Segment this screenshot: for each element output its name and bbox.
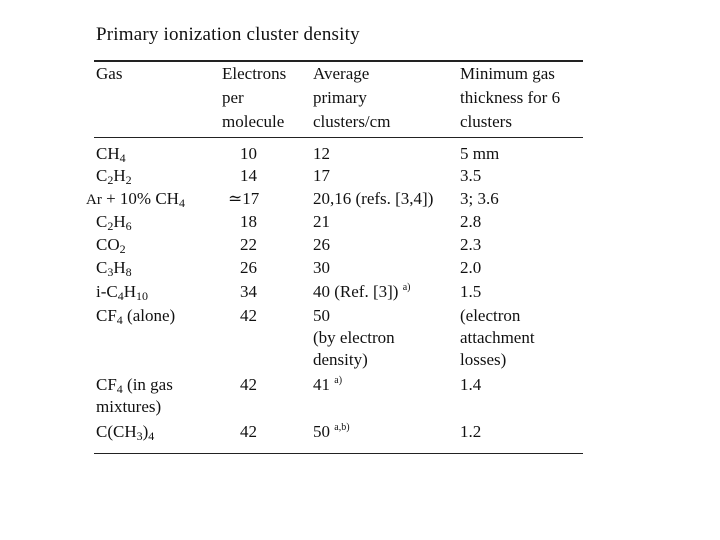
table-title: Primary ionization cluster density <box>96 24 360 45</box>
row-c3h8-gas: $C_3H_8$ <box>96 258 132 279</box>
row-co2-clusters: 26 <box>313 235 330 254</box>
row-c3h8-thickness: 2.0 <box>460 258 482 277</box>
row-cf4-alone-gas: $CF_4$ (alone) <box>96 306 176 327</box>
row-ic4h10-gas: $i-C_4H_{10}$ <box>96 282 149 303</box>
row-c2h2-clusters: 17 <box>313 166 330 185</box>
row-ic4h10-clusters: 40 (Ref. [3]) $^{a)}$ <box>313 282 411 301</box>
row-c2h6-clusters: 21 <box>313 212 330 231</box>
row-ch4-clusters: 12 <box>313 144 330 163</box>
row-neopentane-gas: $C(CH_3)_4$ <box>96 422 155 443</box>
row-c2h2-electrons: 14 <box>240 166 257 185</box>
row-ar-electrons: ≃17 <box>228 189 260 208</box>
row-neopentane-clusters: 50 $^{a,b)}$ <box>313 422 350 441</box>
row-ar-gas: Ar + 10% $CH_4$ <box>86 189 185 210</box>
row-c2h2-gas: $C_2H_2$ <box>96 166 132 187</box>
header-gas: Gas <box>96 64 123 83</box>
row-c3h8-electrons: 26 <box>240 258 257 277</box>
row-ar-clusters: 20,16 (refs. [3,4]) <box>313 189 434 208</box>
row-ch4-gas: $CH_4$ <box>96 144 126 165</box>
row-neopentane-electrons: 42 <box>240 422 257 441</box>
header-clusters: Average primary clusters/cm <box>313 64 391 131</box>
row-ic4h10-thickness: 1.5 <box>460 282 482 301</box>
row-co2-thickness: 2.3 <box>460 235 482 254</box>
bottom-rule <box>94 453 583 454</box>
header-thickness: Minimum gas thickness for 6 clusters <box>460 64 561 131</box>
row-cf4-mix-electrons: 42 <box>240 375 257 394</box>
row-co2-electrons: 22 <box>240 235 257 254</box>
row-cf4-mix-gas: $CF_4$ (in gas mixtures) <box>96 375 173 416</box>
row-co2-gas: $CO_2$ <box>96 235 126 256</box>
row-cf4-alone-electrons: 42 <box>240 306 257 325</box>
header-electrons: Electrons per molecule <box>222 64 287 131</box>
row-ch4-thickness: 5 mm <box>460 144 500 163</box>
row-c2h6-gas: $C_2H_6$ <box>96 212 132 233</box>
row-cf4-mix-clusters: 41 $^{a)}$ <box>313 375 343 394</box>
row-c2h6-electrons: 18 <box>240 212 257 231</box>
row-neopentane-thickness: 1.2 <box>460 422 482 441</box>
row-c3h8-clusters: 30 <box>313 258 330 277</box>
row-cf4-alone-clusters: 50 (by electron density) <box>313 306 395 369</box>
row-cf4-alone-thickness: (electron attachment losses) <box>460 306 535 369</box>
row-ar-thickness: 3; 3.6 <box>460 189 499 208</box>
row-ch4-electrons: 10 <box>240 144 257 163</box>
row-cf4-mix-thickness: 1.4 <box>460 375 482 394</box>
row-c2h6-thickness: 2.8 <box>460 212 482 231</box>
row-ic4h10-electrons: 34 <box>240 282 257 301</box>
header-rule <box>94 137 583 138</box>
row-c2h2-thickness: 3.5 <box>460 166 482 185</box>
